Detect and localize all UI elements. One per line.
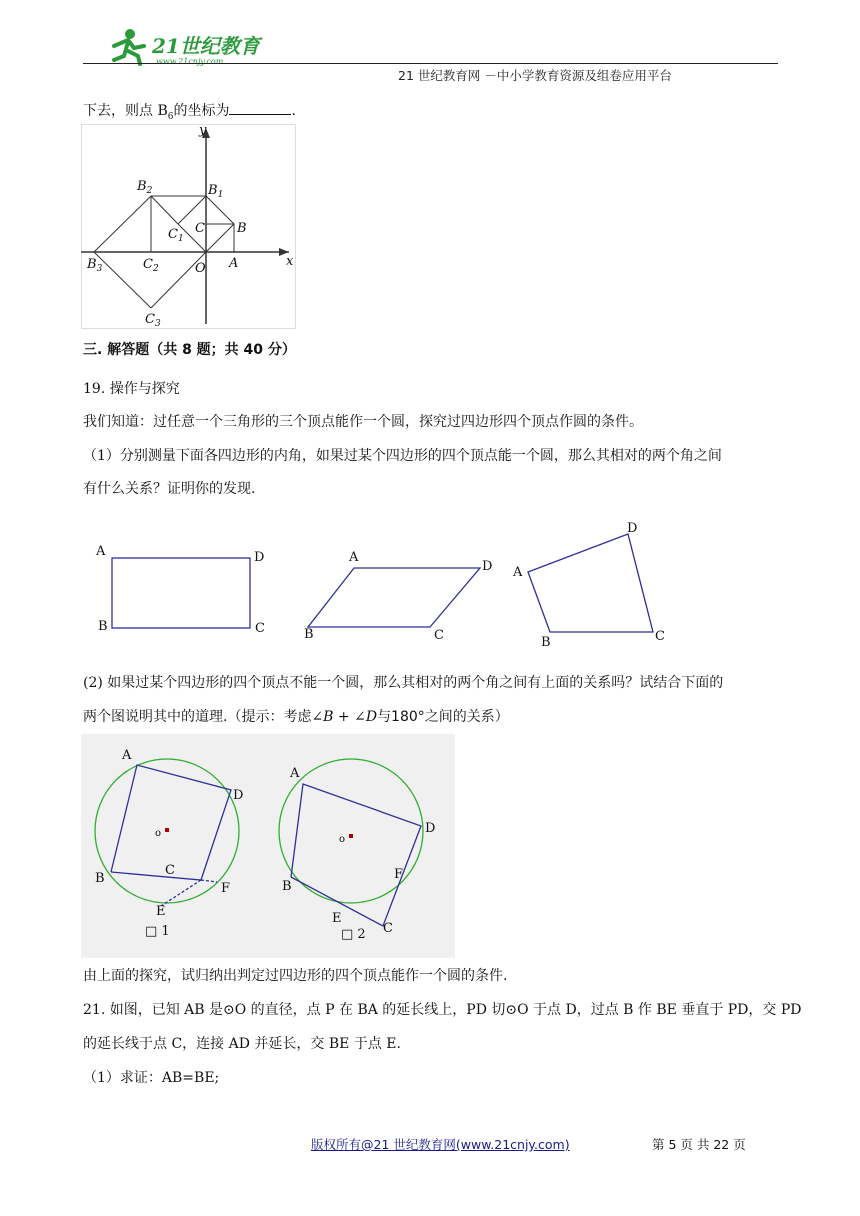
svg-text:B3: $B_3$ [87,257,103,274]
svg-text:D: D [425,821,436,836]
page-number: 第 5 页 共 22 页 [652,1137,746,1152]
q19-part1-line2: 有什么关系？证明你的发现. [83,481,256,497]
line1-sub: 6 [167,111,174,122]
svg-text:B: B [95,871,105,886]
svg-text:C1: $C_1$ [168,227,184,244]
svg-text:E: E [332,911,342,926]
svg-text:C3: $C_3$ [145,312,161,329]
svg-text:A: A [349,550,359,565]
svg-text:F: F [394,867,404,882]
svg-text:C: C [165,863,175,878]
svg-text:C: C [195,221,205,236]
svg-text:A: A [96,544,106,559]
svg-text:□ 1: □ 1 [145,924,170,939]
center-dot-2 [349,834,353,838]
svg-text:O: O [195,261,206,276]
q19-conclusion: 由上面的探究，试归纳出判定过四边形的四个顶点能作一个圆的条件. [83,968,508,984]
svg-text:B2: $B_2$ [137,179,153,196]
logo-url: www.21cnjy.com [156,57,224,66]
svg-text:D: D [254,550,265,565]
svg-text:A: A [290,766,300,781]
svg-text:y: y [199,124,207,138]
svg-text:C: C [255,621,265,636]
center-dot-1 [165,828,169,832]
q21-part1: （1）求证：AB=BE; [83,1070,220,1086]
svg-text:A: A [513,565,523,580]
svg-text:B: B [282,879,292,894]
hint-math: ∠B + ∠D [311,709,378,725]
svg-text:C: C [434,628,444,643]
header-site-text: 21 世纪教育网 －中小学教育资源及组卷应用平台 [398,68,672,83]
answer-blank[interactable] [229,100,291,115]
svg-text:o: o [155,828,162,839]
svg-text:B1: $B_1$ [208,183,224,200]
circle-figures [81,734,455,962]
quadrilateral-figures [90,520,680,654]
coordinate-figure [81,124,297,334]
q19-part1-line1: （1）分别测量下面各四边形的内角，如果过某个四边形的四个顶点能一个圆，那么其相对的两个角之间 [83,448,722,464]
svg-text:E: E [156,904,166,919]
copyright-link[interactable]: 版权所有@21 世纪教育网(www.21cnjy.com) [311,1137,570,1152]
svg-text:D: D [233,788,244,803]
svg-text:□ 2: □ 2 [341,927,366,942]
svg-text:x: x [286,254,294,269]
line1-suffix: 的坐标为 [173,103,230,119]
svg-text:C: C [383,921,393,936]
svg-text:B: B [98,619,108,634]
runner-icon [114,29,144,64]
svg-text:B: B [237,221,247,236]
q21-line2: 的延长线于点 C，连接 AD 并延长，交 BE 于点 E. [83,1036,401,1052]
svg-text:o: o [339,834,346,845]
svg-text:B: B [541,635,551,650]
hint-rest: 与180°之间的关系） [377,709,509,725]
svg-text:C: C [655,629,665,644]
rectangle-shape [112,558,250,628]
q19-part2-line2 [83,707,509,727]
svg-text:C2: $C_2$ [143,257,159,274]
q19-intro: 我们知道：过任意一个三角形的三个顶点能作一个圆，探究过四边形四个顶点作圆的条件。 [83,414,643,430]
line1-end: . [291,103,296,119]
svg-text:D: D [627,521,638,536]
quadrilateral-shape [528,534,653,632]
q21-line1: 21. 如图，已知 AB 是⊙O 的直径，点 P 在 BA 的延长线上，PD 切⊙O 于点 D，过点 B 作 BE 垂直于 PD，交 PD [83,1002,802,1018]
hint-prefix: 两个图说明其中的道理.（提示：考虑 [83,709,312,725]
svg-text:B: B [304,627,314,642]
svg-text:F: F [221,881,231,896]
svg-text:A: A [122,748,132,763]
parallelogram-shape [308,568,480,627]
header-divider [83,63,778,64]
q19-title: 19. 操作与探究 [83,381,180,397]
svg-text:A: A [229,256,239,271]
svg-text:D: D [482,559,493,574]
section-title: 三. 解答题（共 8 题；共 40 分） [83,342,296,358]
logo-text: 21世纪教育 [152,34,260,58]
line1-prefix: 下去，则点 B [83,103,168,119]
question-line [83,100,296,127]
q19-part2-line1: (2) 如果过某个四边形的四个顶点不能一个圆，那么其相对的两个角之间有上面的关系吗？试结合下面的 [83,675,724,691]
